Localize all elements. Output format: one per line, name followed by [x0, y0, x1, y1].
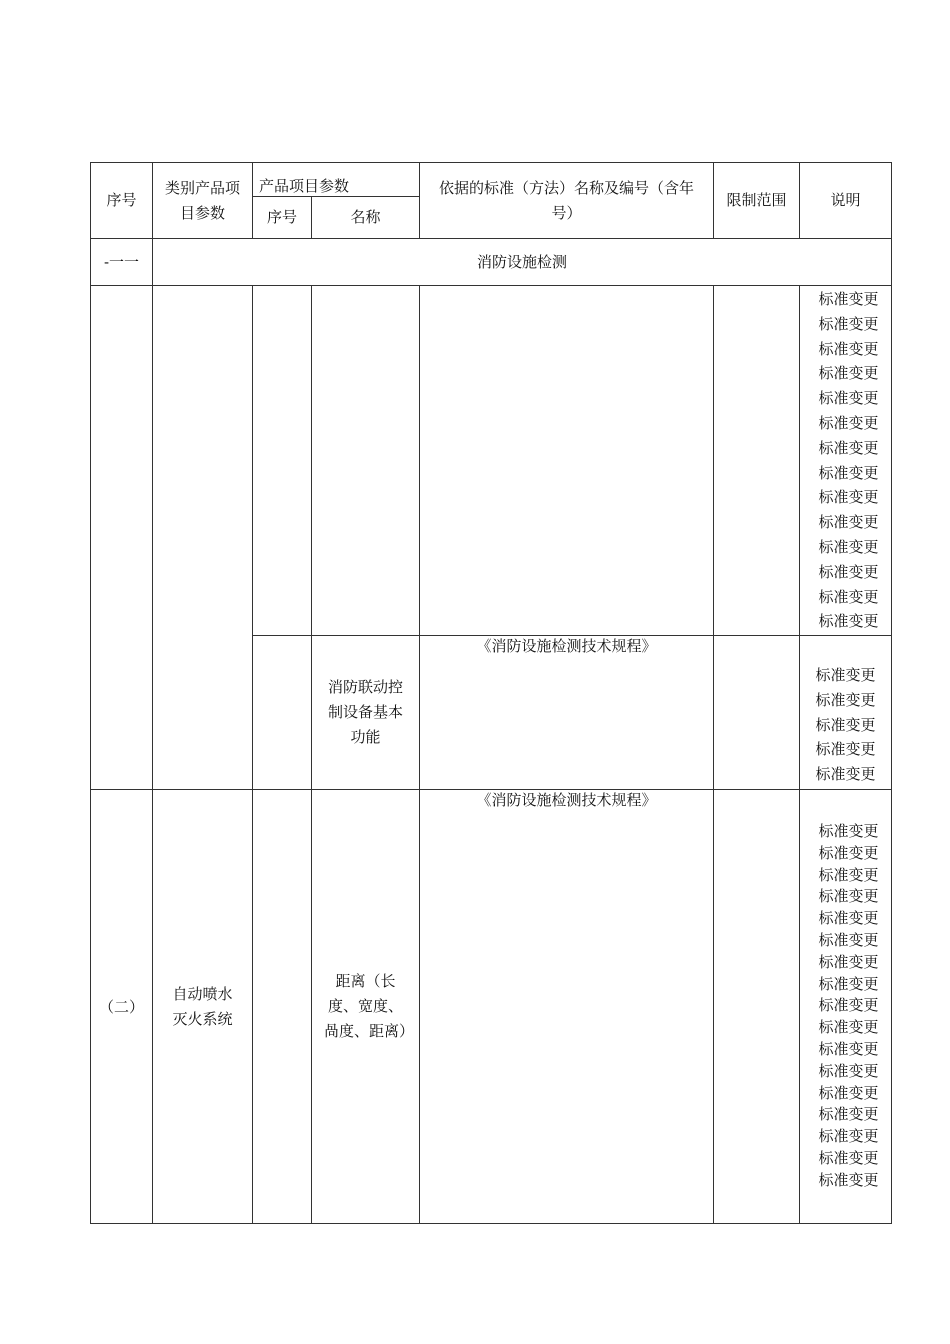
list-item: 标准变更 [815, 690, 876, 709]
list-item: 标准变更 [818, 996, 879, 1015]
list-item: 标准变更 [818, 952, 879, 971]
header-sub-name: 名称 [312, 197, 420, 239]
row-c-notes [800, 790, 892, 1224]
list-item: 标准变更 [818, 1061, 879, 1080]
row-c-limit [714, 790, 800, 1224]
row-b-notes [800, 636, 892, 790]
list-item: 标准变更 [818, 822, 879, 840]
list-item: 标准变更 [818, 1018, 879, 1037]
row-c-sub-seq [253, 790, 312, 1224]
list-item: 标准变更 [818, 887, 879, 906]
header-group: 产品项目参数 [253, 163, 420, 197]
list-item: 标准变更 [818, 612, 879, 631]
section-number: -一一 [91, 239, 153, 286]
row-a-standard [420, 286, 714, 636]
list-item: 标准变更 [818, 1083, 879, 1102]
header-seq: 序号 [91, 163, 153, 239]
header-standard: 依据的标准（方法）名称及编号（含年号） [420, 163, 714, 239]
list-item: 标准变更 [818, 843, 879, 862]
inspection-table [90, 162, 892, 1224]
header-note: 说明 [800, 163, 892, 239]
list-item: 标准变更 [818, 339, 879, 358]
list-item: 标准变更 [818, 438, 879, 457]
list-item: 标准变更 [818, 463, 879, 482]
row-a-sub-seq [253, 286, 312, 636]
list-item: 标准变更 [818, 1170, 879, 1189]
row-a-seq [91, 286, 153, 790]
list-item: 标准变更 [818, 413, 879, 432]
list-item: 标准变更 [818, 1148, 879, 1167]
list-item: 标准变更 [818, 587, 879, 606]
row-a-name [312, 286, 420, 636]
row-c-standard: 《消防设施检测技术规程》 [420, 790, 714, 1224]
row-a-notes [800, 286, 892, 636]
list-item: 标准变更 [818, 1127, 879, 1146]
list-item: 标准变更 [818, 314, 879, 333]
list-item: 标准变更 [818, 389, 879, 408]
list-item: 标准变更 [818, 290, 879, 308]
list-item: 标准变更 [818, 930, 879, 949]
header-limit: 限制范围 [714, 163, 800, 239]
list-item: 标准变更 [818, 909, 879, 928]
row-c-seq: （二） [91, 790, 153, 1224]
list-item: 标准变更 [818, 974, 879, 993]
list-item: 标准变更 [818, 364, 879, 383]
list-item: 标准变更 [818, 562, 879, 581]
list-item: 标准变更 [815, 715, 876, 734]
list-item: 标准变更 [815, 666, 876, 684]
list-item: 标准变更 [818, 488, 879, 507]
list-item: 标准变更 [818, 865, 879, 884]
list-item: 标准变更 [818, 1039, 879, 1058]
row-a-limit [714, 286, 800, 636]
row-b-standard: 《消防设施检测技术规程》 [420, 636, 714, 790]
row-b-limit [714, 636, 800, 790]
list-item: 标准变更 [815, 765, 876, 784]
row-c-name: 距离（长度、宽度、咼度、距离） [312, 790, 420, 1224]
row-b-sub-seq [253, 636, 312, 790]
list-item: 标准变更 [818, 1105, 879, 1124]
row-b-name: 消防联动控制设备基本功能 [312, 636, 420, 790]
row-a-category [153, 286, 253, 790]
list-item: 标准变更 [818, 513, 879, 532]
list-item: 标准变更 [815, 740, 876, 759]
row-c-category: 自动喷水灭火系统 [153, 790, 253, 1224]
section-title: 消防设施检测 [153, 239, 892, 286]
header-category: 类别产品项目参数 [153, 163, 253, 239]
header-sub-seq: 序号 [253, 197, 312, 239]
list-item: 标准变更 [818, 537, 879, 556]
